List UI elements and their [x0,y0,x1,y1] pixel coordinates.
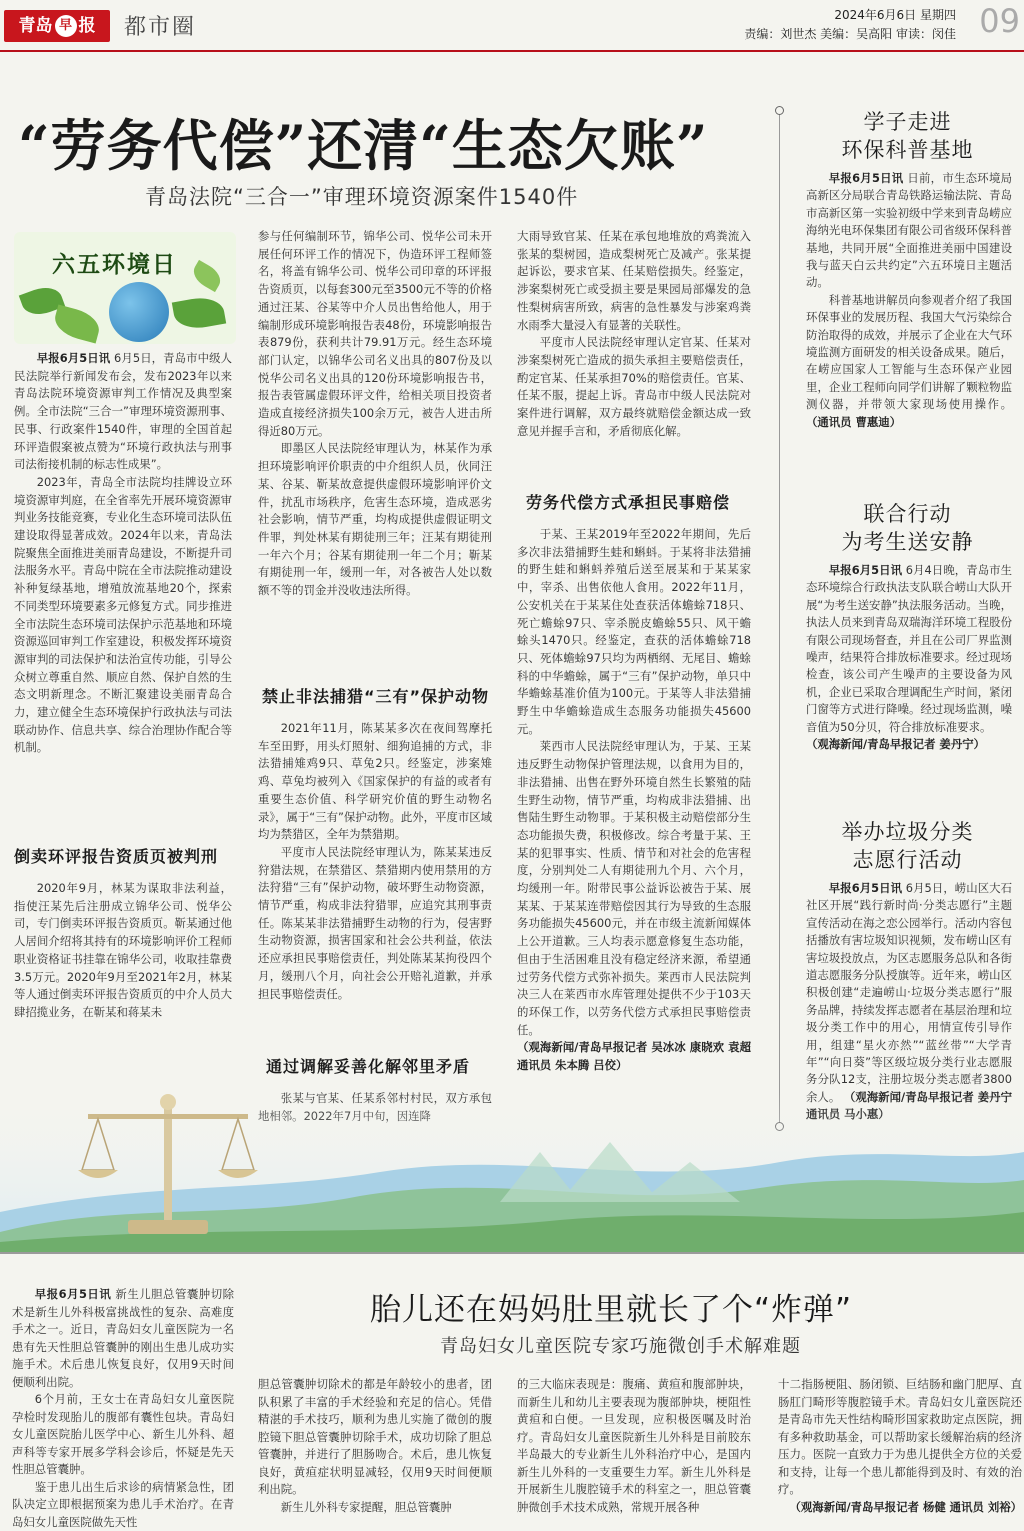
subheading: 通过调解妥善化解邻里矛盾 [266,1057,471,1076]
paragraph: 平度市人民法院经审理认定官某、任某对涉案梨树死亡造成的损失承担主要赔偿责任，酌定官某、任某承担70%的赔偿责任。官某、任某不服，提起上诉。青岛市中级人民法院对案件进行调解，双方最终就赔偿金额达成一致意见并握手言和，矛盾彻底化解。 [517,335,751,438]
paragraph: 6月5日，青岛市中级人民法院举行新闻发布会，发布2023年以来青岛法院环境资源审判工作情况及典型案例。全市法院“三合一”审理环境资源刑事、民事、行政案件1540件，审理的全国首起环评造假案被点赞为“环境行政执法与刑事司法衔接机制的标志性成果”。 [14,351,232,472]
dateline: 早报6月5日讯 [828,171,904,185]
paragraph: 6月4日晚，青岛市生态环境综合行政执法支队联合崂山大队开展“为考生送安静”执法服务活动。当晚，执法人员来到青岛双瑞海洋环境工程股份有限公司现场督查，并且在公司厂界监测噪声，结果符合排放标准要求。经过现场检查，该公司产生噪声的主要设备为风机，企业已采取合理调配生产时间，紧闭门窗等方式进行降噪。经过现场监测，噪音值为50分贝，符合排放标准要求。 [806,563,1013,734]
earth-icon [109,282,169,342]
paragraph: 2023年，青岛全市法院均挂牌设立环境资源审判庭，在全省率先开展环境资源审判业务技能竞赛，专业化生态环境司法队伍建设取得显著成效。2024年以来，青岛法院聚焦全面推进美丽青岛建设，不断提升司法服务水平。青岛中院在全市法院推动建设补种复绿基地，增殖放流基地20个，探索不同类型环境要素多元修复方式。同步推进全市法院生态环境司法保护示范基地和环境资源巡回审判工作室建设，积极发挥环境资源审判的司法保护和法治宣传功能，引导公众树立尊重自然、顺应自然、保护自然的生态文明新理念。不断汇聚建设美丽青岛合力，建立健全生态环境保护行政执法与司法联动协作、信息共享、综合治理协作配合等机制。 [14,474,232,755]
byline: （通讯员 曹惠迪） [806,414,902,429]
article-column-3 [517,228,751,440]
paragraph: 科普基地讲解员向参观者介绍了我国环保事业的发展历程、我国大气污染综合防治取得的成效，并展示了企业在大气环境监测方面研发的相关设备成果。随后，在崂应国家人工智能与生态环保产业园里，企业工程师向同学们讲解了颗粒物监测仪器，并带领大家现场使用操作。 [806,292,1012,412]
paragraph: 于某、王某2019年至2022年期间，先后多次非法猎捕野生蛙和蝌蚪。于某将非法猎捕的野生蛙和蝌蚪养殖后送至展某和于某某家中，宰杀、出售依他人食用。2022年11月，公安机关在于某某住处查获活体蟾蜍718只、死亡蟾蜍97只、宰杀脱皮蟾蜍55只、风干蟾蜍头1470只。经鉴定，查获的活体蟾蜍718只、死体蟾蜍97只均为两栖纲、无尾目、蟾蜍科的中华蟾蜍，属于“三有”保护动物，单只中华蟾蜍基准价值为100元。于某等人非法猎捕野生中华蟾蜍造成生态服务功能损失45600元。 [517,527,751,736]
byline: （观海新闻/青岛早报记者 杨健 通讯员 刘裕） [789,1499,1022,1514]
bottom-column-1 [0,1286,234,1531]
page-number: 09 [979,2,1020,40]
dateline: 早报6月5日讯 [828,563,903,577]
bottom-column-2 [258,1376,492,1516]
logo-text-right: 报 [78,16,96,36]
side-article-2 [806,562,1012,753]
subheading: 禁止非法捕猎“三有”保护动物 [262,687,490,706]
issue-date: 2024年6月6日 星期四 [834,8,956,22]
paragraph: 平度市人民法院经审理认为，陈某某违反狩猎法规，在禁猎区、禁猎期内使用禁用的方法狩猎“三有”保护动物，破坏野生动物资源，情节严重，构成非法狩猎罪，应追究其刑事责任。陈某某非法猎捕野生动物的行为，侵害野生动物资源，损害国家和社会公共利益，依法还应承担民事赔偿责任，判处陈某某拘役四个月，缓刑八个月，向社会公开赔礼道歉，并承担民事赔偿责任。 [258,844,492,1001]
bottom-column-4 [778,1376,1022,1516]
byline: （观海新闻/青岛早报记者 吴冰冰 康晓欢 袁超 通讯员 朱本腾 吕佼） [517,1040,751,1073]
bottom-subheadline: 青岛妇女儿童医院专家巧施微创手术解难题 [440,1336,801,1357]
image-caption: 六五环境日 [52,251,177,278]
paragraph: 即墨区人民法院经审理认为，林某作为承担环境影响评价职责的中介组织人员，伙同汪某、谷某、靳某故意提供虚假环境影响评价文件，扰乱市场秩序，危害生态环境，造成恶劣社会影响，情节严重，均构成提供虚假证明文件罪，判处林某有期徒刑三年；汪某有期徒刑一年六个月；谷某有期徒刑一年二个月；靳某有期徒刑一年，缓刑一年，对各被告人处以数额不等的罚金并没收违法所得。 [258,441,492,598]
paragraph: 2021年11月，陈某某多次在夜间驾摩托车至田野，用头灯照射、细狗追捕的方式，非法猎捕雉鸡9只、草兔2只。经鉴定，涉案雉鸡、草兔均被列入《国家保护的有益的或者有重要生态价值、科学研究价值的野生动物名录》，属于“三有”保护动物。此外，平度市区域均为禁猎区，全年为禁猎期。 [258,721,492,842]
side-article-3 [806,880,1012,1124]
paragraph: 6月5日，崂山区大石社区开展“践行新时尚·分类志愿行”主题宣传活动在海之恋公园举行。活动内容包括播放有害垃圾知识视频，发布崂山区有害垃圾投放点，为区志愿服务总队和各街道志愿服务分队授旗等。近年来，崂山区积极创建“走遍崂山·垃圾分类志愿行”服务品牌，持续发挥志愿者在基层治理和垃圾分类工作中的用心，用情宣传引导作用，组建“星火亦然”“蓝丝带”“大学青年”“向日葵”等区级垃圾分类行业志愿服务分队12支，注册垃圾分类志愿者3800 [806,881,1013,1087]
dateline: 早报6月5日讯 [34,1287,112,1301]
subheading: 倒卖环评报告资质页被判刑 [14,847,219,866]
environment-day-image [14,232,236,344]
article-column-3b [517,526,751,1075]
main-subheadline: 青岛法院“三合一”审理环境资源案件1540件 [145,185,579,209]
article-column-1b [14,880,232,1022]
side-headline-3: 举办垃圾分类 志愿行活动 [841,820,974,872]
section-name: 都市圈 [124,15,197,40]
paragraph: 莱西市人民法院经审理认为，于某、王某违反野生动物保护管理法规，以食用为目的，非法猎捕、出售在野外环境自然生长繁殖的陆生野生动物，情节严重，均构成非法猎捕、出售陆生野生动物罪。于某积极主动赔偿部分生态功能损失费，积极修改。综合考量于某、王某的犯罪事实、性质、情节和对社会的危害程度，分别判处二人有期徒刑九个月、六个月，均缓刑一年。附带民事公益诉讼被告于某、展某某、于某某连带赔偿因其行为导致的生态服务功能损失45600元，并在市级主流新闻媒体上公开道歉。三人均表示愿意修复生态功能，但由于生活困难且没有稳定经济来源，希望通过劳务代偿方式弥补损失。莱西市人民法院判决三人在莱西市水库管理处提供不少于103天的环保工作，以劳务代偿方式承担民事赔偿责任。 [517,739,751,1037]
newspaper-logo[interactable] [4,10,110,42]
column-rule [779,110,780,1128]
paragraph: 日前，市生态环境局高新区分局联合青岛铁路运输法院、青岛市高新区第一实验初级中学来到青岛崂应海纳光电环保集团有限公司省级环保科普基地，共同开展“全面推进美丽中国建设 我与蓝天白云共约定”六五环境日主题活动。 [806,171,1012,290]
paragraph: 的三大临床表现是：腹痛、黄疸和腹部肿块，而新生儿和幼儿主要表现为腹部肿块，梗阻性黄疸和白便。一旦发现，应积极医嘱及时治疗。青岛妇女儿童医院新生儿外科是目前胶东半岛最大的专业新生儿外科治疗中心，是国内新生儿外科的一支重要生力军。新生儿外科是开展新生儿腹腔镜手术的科室之一，胆总管囊肿微创手术技术成熟，常规开展各种 [517,1377,751,1514]
paragraph: 胆总管囊肿切除术的都是年龄较小的患者，团队积累了丰富的手术经验和充足的信心。凭借精湛的手术技巧，顺利为患儿实施了微创的腹腔镜下胆总管囊肿切除手术，成功切除了胆总管囊肿，并进行了胆肠吻合。术后，患儿恢复良好，黄疸症状明显减轻，仅用9天时间便顺利出院。 [258,1377,492,1496]
paragraph: 2020年9月，林某为谋取非法利益，指使汪某先后注册成立锦华公司、悦华公司，专门倒卖环评报告资质页。靳某通过他人居间介绍将其持有的环境影响评价工程师职业资格证书挂靠在锦华公司，收取挂靠费3.5万元。2020年9月至2021年2月，林某等人通过倒卖环评报告资质页的中介人员大肆招揽业务，在靳某和蒋某未 [14,881,232,1019]
byline: （观海新闻/青岛早报记者 姜丹宁） [806,737,985,752]
main-headline: “劳务代偿”还清“生态欠账” [18,113,709,178]
bottom-headline: 胎儿还在妈妈肚里就长了个“炸弹” [370,1292,853,1328]
dateline: 早报6月5日讯 [36,351,111,365]
paragraph: 十二指肠梗阻、肠闭锁、巨结肠和幽门肥厚、直肠肛门畸形等腹腔镜手术。青岛妇女儿童医院还是青岛市先天性结构畸形国家救助定点医院，拥有多种救助基金，可以帮助家长缓解治病的经济压力。医院一直致力于为患儿提供全方位的关爱和支持，让每一个患儿都能得到及时、有效的治疗。 [778,1377,1022,1496]
side-headline-1: 学子走进 环保科普基地 [841,110,974,162]
paragraph: 参与任何编制环节，锦华公司、悦华公司未开展任何环评工作的情况下，伪造环评工程师签名，将盖有锦华公司、悦华公司印章的环评报告资质页，以每套300元至3500元不等的价格通过汪某、谷某等中介人员出售给他人，用于编制形成环境影响报告表48份，环境影响报告表879份，获利共计79.91万元。经生态环境部门认定，以锦华公司名义出具的807份及以悦华公司名义出具的120份环境影响报告书，报告表管属虚假环评文件，给相关项目投资者造成直接经济损失100余万元，被告人进击所得近80万元。 [258,229,492,438]
bottom-column-3 [517,1376,751,1516]
editor-credits: 责编：刘世杰 美编：吴高阳 审读：闵佳 [744,27,956,41]
side-article-1 [806,170,1012,431]
paragraph: 新生儿外科专家提醒，胆总管囊肿 [280,1499,452,1514]
article-column-1 [14,350,232,757]
logo-seal-icon: 早 [55,15,77,37]
header-info [744,6,956,44]
masthead [0,0,1024,52]
dateline: 早报6月5日讯 [828,881,903,895]
article-column-2 [258,228,492,600]
subheading: 劳务代偿方式承担民事赔偿 [526,493,731,512]
paragraph: 6个月前，王女士在青岛妇女儿童医院孕检时发现胎儿的腹部有囊性包块。青岛妇女儿童医院胎儿医学中心、新生儿外科、超声科等专家开展多学科会诊后，怀疑是先天性胆总管囊肿。 [12,1392,234,1476]
logo-text-left: 青岛 [18,16,53,36]
section-divider [0,1252,1024,1254]
article-column-2b [258,720,492,1003]
justice-scale-icon [68,1080,268,1248]
side-headline-2: 联合行动 为考生送安静 [841,502,974,554]
paragraph: 鉴于患儿出生后求诊的病情紧急性，团队决定立即根据预案为患儿手术治疗。在青岛妇女儿童医院做先天性 [12,1479,234,1529]
paragraph: 新生儿胆总管囊肿切除术是新生儿外科极富挑战性的复杂、高难度手术之一。近日，青岛妇女儿童医院为一名患有先天性胆总管囊肿的刚出生患儿成功实施手术。术后患儿恢复良好，仅用9天时间便顺利出院。 [12,1287,234,1389]
paragraph: 大雨导致官某、任某在承包地堆放的鸡粪流入张某的梨树园，造成梨树死亡及减产。张某提起诉讼，要求官某、任某赔偿损失。经鉴定，涉案梨树死亡或受损主要是果园局部爆发的急性梨树病害所致，病害的急性暴发与涉案鸡粪水雨季大量浸入有显著的关联性。 [517,229,751,332]
rule-dot-icon [775,106,784,115]
